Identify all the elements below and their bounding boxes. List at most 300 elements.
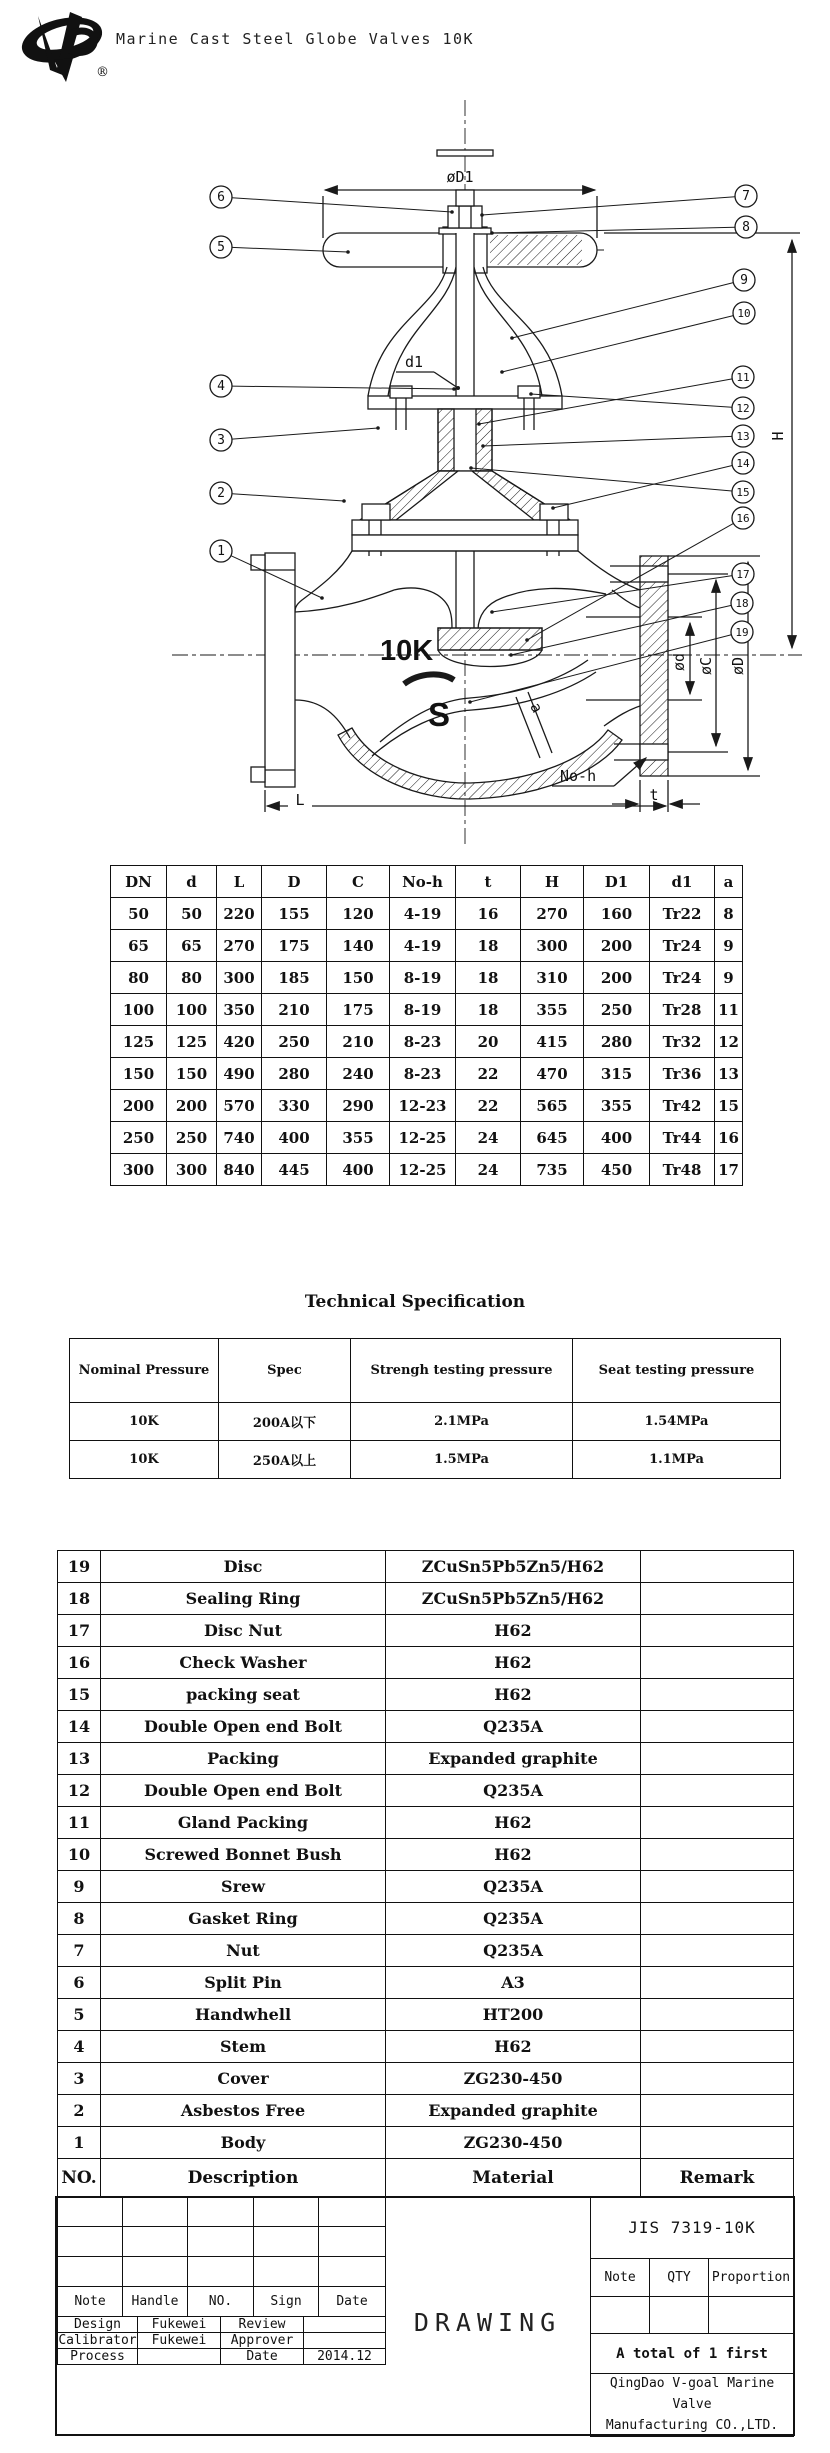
table-cell: 8-19 <box>390 962 456 994</box>
table-cell: 22 <box>456 1058 521 1090</box>
table-cell: 570 <box>217 1090 262 1122</box>
table-cell: 125 <box>167 1026 217 1058</box>
dim-label-a: a <box>526 699 547 716</box>
table-cell: 300 <box>111 1154 167 1186</box>
empty-cell <box>188 2257 254 2287</box>
table-cell <box>641 1807 794 1839</box>
table-cell <box>641 1775 794 1807</box>
table-cell: Material <box>386 2159 641 2197</box>
table-row <box>111 898 743 930</box>
table-cell: 735 <box>521 1154 584 1186</box>
svg-text:15: 15 <box>736 486 750 499</box>
table-cell: HT200 <box>386 1999 641 2031</box>
table-row <box>58 1999 794 2031</box>
table-row <box>58 1903 794 1935</box>
table-cell: 65 <box>111 930 167 962</box>
table-row <box>111 1154 743 1186</box>
table-cell: Q235A <box>386 1871 641 1903</box>
table-cell: 125 <box>111 1026 167 1058</box>
table-cell: Process <box>58 2349 138 2365</box>
table-cell <box>641 1999 794 2031</box>
table-cell: 22 <box>456 1090 521 1122</box>
table-cell: 200 <box>167 1090 217 1122</box>
table-cell: 645 <box>521 1122 584 1154</box>
title-block-signatures <box>57 2316 386 2365</box>
table-cell: 300 <box>167 1154 217 1186</box>
qty-header-row <box>591 2259 794 2297</box>
empty-cell <box>319 2197 386 2227</box>
svg-text:17: 17 <box>736 568 750 581</box>
table-cell: 200 <box>584 930 650 962</box>
registered-mark: ® <box>96 65 109 80</box>
table-cell <box>641 1839 794 1871</box>
table-cell: 400 <box>584 1122 650 1154</box>
table-cell: 11 <box>715 994 743 1026</box>
table-cell: 24 <box>456 1122 521 1154</box>
dimension-header-row <box>111 866 743 898</box>
empty-cell <box>319 2227 386 2257</box>
table-cell: Fukewei <box>138 2333 221 2349</box>
table-row <box>111 1090 743 1122</box>
table-cell <box>641 1711 794 1743</box>
table-cell: 24 <box>456 1154 521 1186</box>
table-cell: 5 <box>58 1999 101 2031</box>
table-cell: Tr36 <box>650 1058 715 1090</box>
table-cell: Tr24 <box>650 930 715 962</box>
empty-cell <box>254 2227 319 2257</box>
table-cell: 1.54MPa <box>573 1403 781 1441</box>
table-cell: 220 <box>217 898 262 930</box>
empty-row <box>58 2257 386 2287</box>
table-cell <box>641 2095 794 2127</box>
table-row <box>58 2063 794 2095</box>
table-cell: 200 <box>111 1090 167 1122</box>
table-cell: 4-19 <box>390 898 456 930</box>
table-cell <box>641 1871 794 1903</box>
table-row <box>111 1122 743 1154</box>
table-cell <box>641 1615 794 1647</box>
table-cell <box>304 2333 386 2349</box>
dim-label-l: L <box>295 791 305 809</box>
table-cell: Check Washer <box>101 1647 386 1679</box>
table-cell: 1.5MPa <box>351 1441 573 1479</box>
table-cell <box>138 2349 221 2365</box>
table-cell: C <box>327 866 390 898</box>
table-cell: 4 <box>58 2031 101 2063</box>
empty-cell <box>650 2297 709 2334</box>
table-cell: ZCuSn5Pb5Zn5/H62 <box>386 1551 641 1583</box>
empty-cell <box>123 2257 188 2287</box>
empty-cell <box>319 2257 386 2287</box>
table-cell: packing seat <box>101 1679 386 1711</box>
table-cell: 12-25 <box>390 1154 456 1186</box>
dim-label-dia-d1: øD1 <box>446 168 474 186</box>
table-cell: Screwed Bonnet Bush <box>101 1839 386 1871</box>
table-cell: Body <box>101 2127 386 2159</box>
table-cell: 250 <box>167 1122 217 1154</box>
callout-2 <box>210 482 346 504</box>
table-cell: t <box>456 866 521 898</box>
title-block-grid <box>57 2196 386 2317</box>
table-cell: 8-23 <box>390 1026 456 1058</box>
svg-text:14: 14 <box>736 457 750 470</box>
table-cell: 355 <box>521 994 584 1026</box>
company-line-1: QingDao V-goal Marine Valve <box>609 2376 775 2412</box>
table-cell: 565 <box>521 1090 584 1122</box>
table-cell: 11 <box>58 1807 101 1839</box>
table-cell: 400 <box>262 1122 327 1154</box>
table-cell: Nominal Pressure <box>70 1339 219 1403</box>
table-cell: 18 <box>456 930 521 962</box>
table-cell: Review <box>221 2317 304 2333</box>
table-cell: 13 <box>715 1058 743 1090</box>
valve-drawing <box>0 85 830 850</box>
table-cell: Handle <box>123 2287 188 2317</box>
table-cell: 330 <box>262 1090 327 1122</box>
table-row <box>58 2317 386 2333</box>
table-row <box>58 1871 794 1903</box>
table-cell: 50 <box>111 898 167 930</box>
callout-14 <box>551 452 754 510</box>
empty-row <box>591 2297 794 2334</box>
table-cell: 9 <box>715 962 743 994</box>
svg-text:6: 6 <box>217 190 225 205</box>
title-block-right <box>590 2196 794 2437</box>
table-cell: Date <box>319 2287 386 2317</box>
table-cell: 12-23 <box>390 1090 456 1122</box>
table-cell: 16 <box>715 1122 743 1154</box>
empty-row <box>58 2227 386 2257</box>
svg-text:16: 16 <box>736 512 750 525</box>
table-row <box>58 2031 794 2063</box>
company-line-2: Manufacturing CO.,LTD. <box>605 2417 779 2433</box>
dim-label-dia-c: øC <box>697 656 715 676</box>
table-cell <box>641 1551 794 1583</box>
table-cell: Tr44 <box>650 1122 715 1154</box>
table-row <box>58 1775 794 1807</box>
dim-label-dia-d: ød <box>670 652 688 672</box>
table-cell: Tr22 <box>650 898 715 930</box>
callout-9 <box>510 269 755 340</box>
table-cell: Gasket Ring <box>101 1903 386 1935</box>
table-row <box>111 962 743 994</box>
table-cell: 1.1MPa <box>573 1441 781 1479</box>
svg-text:1: 1 <box>217 544 225 559</box>
table-row <box>58 2333 386 2349</box>
table-cell: 490 <box>217 1058 262 1090</box>
table-cell: 270 <box>217 930 262 962</box>
table-cell: 3 <box>58 2063 101 2095</box>
table-cell: No-h <box>390 866 456 898</box>
table-cell: 240 <box>327 1058 390 1090</box>
table-cell: 150 <box>167 1058 217 1090</box>
svg-text:19: 19 <box>735 626 749 639</box>
table-cell <box>641 1647 794 1679</box>
brand-mark: S <box>428 696 451 733</box>
table-cell <box>304 2317 386 2333</box>
table-cell: 155 <box>262 898 327 930</box>
table-cell: 250 <box>262 1026 327 1058</box>
table-cell <box>641 1967 794 1999</box>
table-cell: 80 <box>111 962 167 994</box>
table-cell <box>641 2063 794 2095</box>
empty-cell <box>591 2297 650 2334</box>
table-cell: Fukewei <box>138 2317 221 2333</box>
table-cell: 840 <box>217 1154 262 1186</box>
table-cell: 19 <box>58 1551 101 1583</box>
svg-text:9: 9 <box>740 273 748 288</box>
table-cell: Q235A <box>386 1775 641 1807</box>
table-cell: NO. <box>58 2159 101 2197</box>
table-cell: 250A以上 <box>219 1441 351 1479</box>
table-cell: 13 <box>58 1743 101 1775</box>
revision-header-row <box>58 2287 386 2317</box>
callout-3 <box>210 426 380 451</box>
table-cell: Asbestos Free <box>101 2095 386 2127</box>
callout-4 <box>210 375 456 397</box>
table-cell: 10K <box>70 1441 219 1479</box>
table-cell: Sealing Ring <box>101 1583 386 1615</box>
table-row <box>70 1403 781 1441</box>
table-cell: Q235A <box>386 1711 641 1743</box>
table-cell: H62 <box>386 1647 641 1679</box>
table-cell: Date <box>221 2349 304 2365</box>
table-cell: 400 <box>327 1154 390 1186</box>
table-cell: 9 <box>58 1871 101 1903</box>
empty-cell <box>58 2257 123 2287</box>
table-cell: H62 <box>386 1615 641 1647</box>
table-cell: 300 <box>217 962 262 994</box>
table-cell: Expanded graphite <box>386 1743 641 1775</box>
table-row <box>58 1807 794 1839</box>
table-row <box>58 2349 386 2365</box>
empty-cell <box>188 2227 254 2257</box>
table-cell: 2 <box>58 2095 101 2127</box>
drawing-caption: DRAWING <box>413 2308 562 2337</box>
table-cell <box>641 1583 794 1615</box>
table-cell: 310 <box>521 962 584 994</box>
table-cell: 17 <box>58 1615 101 1647</box>
dim-label-t: t <box>649 786 659 804</box>
table-cell: Proportion <box>709 2259 794 2297</box>
svg-text:5: 5 <box>217 240 225 255</box>
empty-cell <box>123 2227 188 2257</box>
table-cell: 17 <box>715 1154 743 1186</box>
table-row <box>58 1615 794 1647</box>
svg-text:18: 18 <box>735 597 749 610</box>
table-cell <box>641 2031 794 2063</box>
table-cell: 100 <box>167 994 217 1026</box>
table-cell: Disc <box>101 1551 386 1583</box>
table-cell: Spec <box>219 1339 351 1403</box>
table-cell <box>641 2127 794 2159</box>
table-cell: D <box>262 866 327 898</box>
table-cell: 185 <box>262 962 327 994</box>
table-cell: Disc Nut <box>101 1615 386 1647</box>
table-cell: 20 <box>456 1026 521 1058</box>
table-row <box>58 1743 794 1775</box>
company-name <box>591 2374 794 2437</box>
empty-cell <box>58 2197 123 2227</box>
vgoal-logo <box>10 4 114 84</box>
table-cell: Tr28 <box>650 994 715 1026</box>
spec-header-row <box>70 1339 781 1403</box>
callout-10 <box>500 302 755 374</box>
standard-number: JIS 7319-10K <box>591 2197 794 2259</box>
table-cell: H62 <box>386 2031 641 2063</box>
dim-label-no-h: No-h <box>560 767 597 785</box>
table-cell: 8-23 <box>390 1058 456 1090</box>
table-cell: 300 <box>521 930 584 962</box>
table-cell: 18 <box>456 962 521 994</box>
table-row <box>111 1058 743 1090</box>
table-cell: 4-19 <box>390 930 456 962</box>
table-cell: 280 <box>584 1026 650 1058</box>
table-cell: ZCuSn5Pb5Zn5/H62 <box>386 1583 641 1615</box>
table-cell: 6 <box>58 1967 101 1999</box>
table-cell: 80 <box>167 962 217 994</box>
table-cell: 445 <box>262 1154 327 1186</box>
empty-cell <box>254 2197 319 2227</box>
table-row <box>58 2127 794 2159</box>
table-cell: H <box>521 866 584 898</box>
empty-cell <box>58 2227 123 2257</box>
svg-text:3: 3 <box>217 433 225 448</box>
table-cell: d1 <box>650 866 715 898</box>
table-cell: d <box>167 866 217 898</box>
table-cell: 740 <box>217 1122 262 1154</box>
parts-footer-row <box>58 2159 794 2197</box>
table-cell: 65 <box>167 930 217 962</box>
table-row <box>111 930 743 962</box>
table-cell: 8-19 <box>390 994 456 1026</box>
empty-cell <box>188 2197 254 2227</box>
svg-text:4: 4 <box>217 379 225 394</box>
table-cell: 16 <box>58 1647 101 1679</box>
table-cell: 2014.12 <box>304 2349 386 2365</box>
table-cell: Srew <box>101 1871 386 1903</box>
table-cell: 200A以下 <box>219 1403 351 1441</box>
table-cell: Tr42 <box>650 1090 715 1122</box>
table-row <box>58 1967 794 1999</box>
dim-label-dia-big-d: øD <box>729 656 747 676</box>
table-cell: 7 <box>58 1935 101 1967</box>
table-cell: Sign <box>254 2287 319 2317</box>
table-cell: Nut <box>101 1935 386 1967</box>
table-cell: Seat testing pressure <box>573 1339 781 1403</box>
table-cell: Tr24 <box>650 962 715 994</box>
table-cell <box>641 1679 794 1711</box>
table-cell: 2.1MPa <box>351 1403 573 1441</box>
stem-nut <box>448 206 482 228</box>
dim-label-h: H <box>769 431 787 441</box>
table-cell: ZG230-450 <box>386 2127 641 2159</box>
svg-text:12: 12 <box>736 402 750 415</box>
table-cell: Q235A <box>386 1903 641 1935</box>
table-cell: H62 <box>386 1807 641 1839</box>
table-cell: 150 <box>327 962 390 994</box>
table-cell: Split Pin <box>101 1967 386 1999</box>
table-cell <box>641 1743 794 1775</box>
table-cell: A3 <box>386 1967 641 1999</box>
table-cell: 175 <box>327 994 390 1026</box>
table-cell: Expanded graphite <box>386 2095 641 2127</box>
table-cell: 8 <box>715 898 743 930</box>
callout-17 <box>490 563 754 614</box>
table-cell: 10 <box>58 1839 101 1871</box>
table-cell: 8 <box>58 1903 101 1935</box>
table-cell: 1 <box>58 2127 101 2159</box>
table-cell: 12 <box>58 1775 101 1807</box>
table-cell: Stem <box>101 2031 386 2063</box>
table-row <box>58 1583 794 1615</box>
table-row <box>58 1551 794 1583</box>
table-cell: Remark <box>641 2159 794 2197</box>
table-cell: 270 <box>521 898 584 930</box>
table-cell: Tr48 <box>650 1154 715 1186</box>
table-cell: Note <box>591 2259 650 2297</box>
table-cell: Design <box>58 2317 138 2333</box>
table-cell: 250 <box>111 1122 167 1154</box>
table-cell: 210 <box>262 994 327 1026</box>
table-cell: 50 <box>167 898 217 930</box>
table-cell: D1 <box>584 866 650 898</box>
table-row <box>58 2095 794 2127</box>
table-cell: 14 <box>58 1711 101 1743</box>
table-cell: 420 <box>217 1026 262 1058</box>
table-cell: H62 <box>386 1679 641 1711</box>
table-cell: 355 <box>584 1090 650 1122</box>
svg-text:8: 8 <box>742 220 750 235</box>
table-row <box>70 1441 781 1479</box>
table-cell: Tr32 <box>650 1026 715 1058</box>
svg-text:10: 10 <box>737 307 751 320</box>
dim-label-d1: d1 <box>404 353 424 371</box>
table-row <box>58 1679 794 1711</box>
table-cell: 16 <box>456 898 521 930</box>
table-row <box>111 1026 743 1058</box>
table-cell: 210 <box>327 1026 390 1058</box>
svg-text:11: 11 <box>736 371 750 384</box>
rating-mark: 10K <box>380 635 434 667</box>
total-note: A total of 1 first <box>591 2334 794 2374</box>
empty-cell <box>709 2297 794 2334</box>
table-cell: 315 <box>584 1058 650 1090</box>
table-cell <box>641 1903 794 1935</box>
table-cell: Cover <box>101 2063 386 2095</box>
table-cell: 10K <box>70 1403 219 1441</box>
svg-text:2: 2 <box>217 486 225 501</box>
table-cell: 12 <box>715 1026 743 1058</box>
table-cell: NO. <box>188 2287 254 2317</box>
table-cell: 140 <box>327 930 390 962</box>
spec-title: Technical Specification <box>304 1292 526 1312</box>
table-cell: Q235A <box>386 1935 641 1967</box>
table-cell: Calibrator <box>58 2333 137 2348</box>
table-cell: QTY <box>650 2259 709 2297</box>
table-row <box>58 1647 794 1679</box>
table-cell: 18 <box>58 1583 101 1615</box>
table-cell: H62 <box>386 1839 641 1871</box>
dimension-table <box>110 865 743 1186</box>
table-cell: 200 <box>584 962 650 994</box>
empty-cell <box>123 2197 188 2227</box>
svg-text:13: 13 <box>736 430 750 443</box>
table-row <box>58 1839 794 1871</box>
table-cell: 150 <box>111 1058 167 1090</box>
table-cell: 290 <box>327 1090 390 1122</box>
empty-row <box>58 2197 386 2227</box>
